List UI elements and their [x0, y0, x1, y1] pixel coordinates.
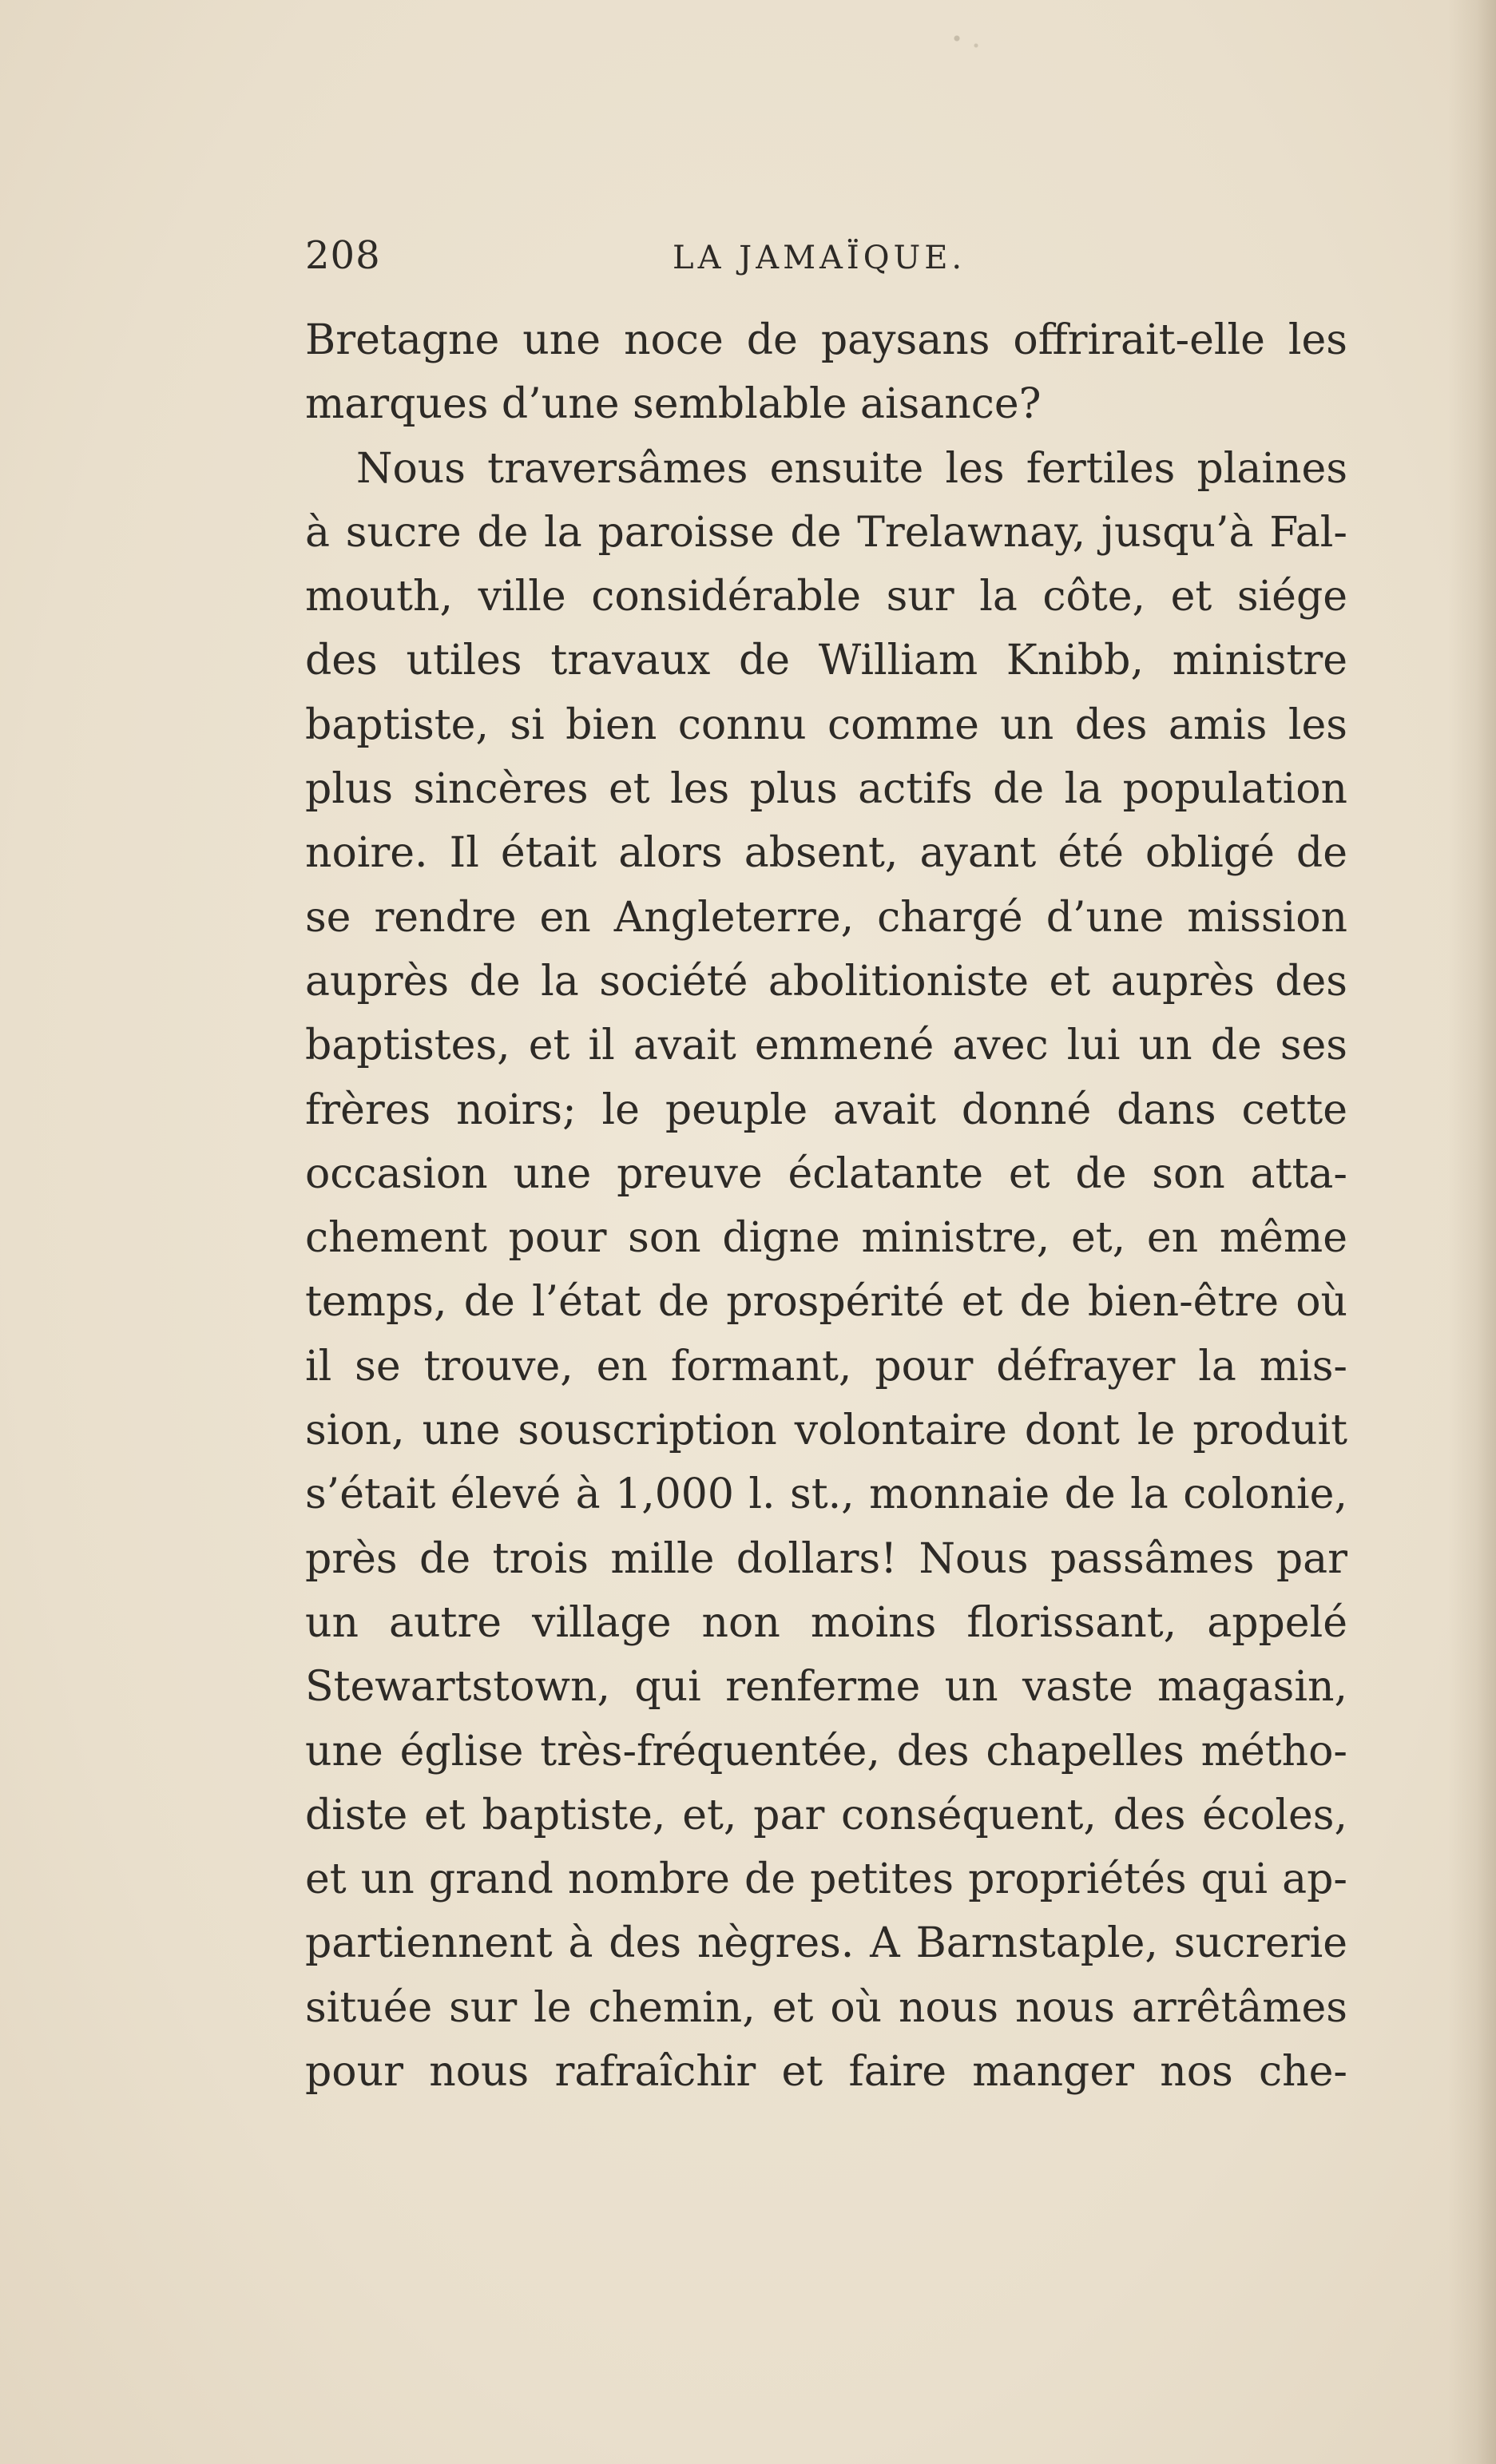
page-number: 208 — [305, 233, 381, 278]
running-head — [305, 233, 1347, 297]
body-text — [305, 308, 1347, 2104]
text-line: auprès de la société abolitioniste et auprès des — [305, 957, 1347, 1006]
paper-speck — [942, 29, 990, 53]
text-line: marques d’une semblable aisance? — [305, 380, 1042, 429]
text-line: occasion une preuve éclatante et de son atta- — [305, 1149, 1347, 1198]
text-line: il se trouve, en formant, pour défrayer la mis- — [305, 1342, 1347, 1391]
text-line: située sur le chemin, et où nous nous arrêtâmes — [305, 1983, 1347, 2032]
text-line: des utiles travaux de William Knibb, ministre — [305, 637, 1347, 685]
text-line: Stewartstown, qui renferme un vaste magasin, — [305, 1663, 1347, 1712]
text-line: noire. Il était alors absent, ayant été obligé de — [305, 829, 1347, 878]
text-line: temps, de l’état de prospérité et de bien-être où — [305, 1278, 1347, 1327]
page-edge-shadow — [1448, 0, 1496, 2464]
text-line: pour nous rafraîchir et faire manger nos che- — [305, 2048, 1347, 2097]
text-line: partiennent à des nègres. A Barnstaple, sucrerie — [305, 1919, 1347, 1968]
text-line: mouth, ville considérable sur la côte, et siége — [305, 573, 1347, 621]
text-line: se rendre en Angleterre, chargé d’une mission — [305, 893, 1347, 942]
text-line: baptistes, et il avait emmené avec lui un de ses — [305, 1022, 1347, 1070]
text-line: Bretagne une noce de paysans offrirait-elle les — [305, 316, 1347, 364]
text-line: s’était élevé à 1,000 l. st., monnaie de la colonie, — [305, 1470, 1347, 1519]
text-line: diste et baptiste, et, par conséquent, des écoles, — [305, 1791, 1347, 1839]
text-line: plus sincères et les plus actifs de la population — [305, 765, 1347, 814]
text-line: à sucre de la paroisse de Trelawnay, jusqu’à Fal- — [305, 508, 1347, 557]
text-line: près de trois mille dollars! Nous passâmes par — [305, 1534, 1347, 1583]
text-line: baptiste, si bien connu comme un des amis les — [305, 700, 1347, 749]
text-line: chement pour son digne ministre, et, en même — [305, 1214, 1347, 1263]
text-line: et un grand nombre de petites propriétés qui ap- — [305, 1855, 1347, 1904]
text-line: frères noirs; le peuple avait donné dans cette — [305, 1085, 1347, 1134]
text-line: sion, une souscription volontaire dont le produit — [305, 1407, 1347, 1455]
running-title: LA JAMAÏQUE. — [673, 240, 966, 276]
text-line: un autre village non moins florissant, appelé — [305, 1598, 1347, 1647]
text-line: une église très-fréquentée, des chapelles métho- — [305, 1727, 1347, 1776]
text-line: Nous traversâmes ensuite les fertiles plaines — [356, 444, 1347, 493]
